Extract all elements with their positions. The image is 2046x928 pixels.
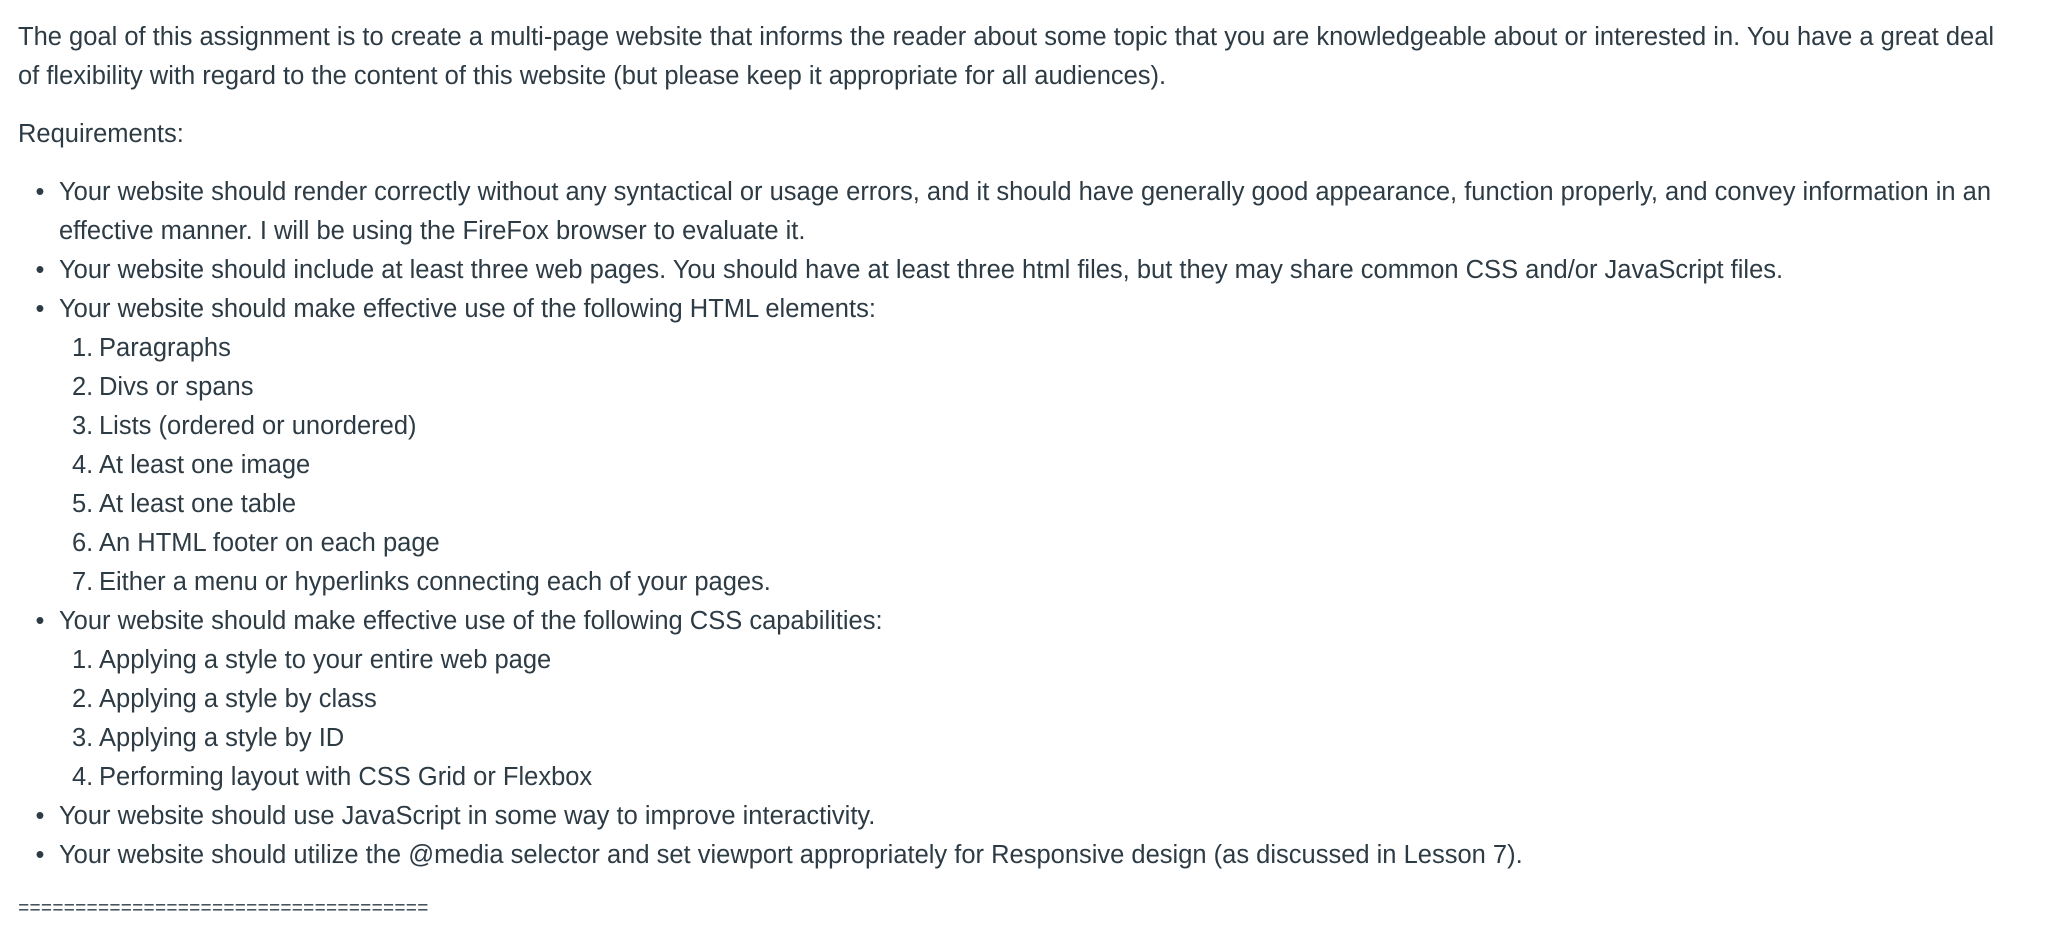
- sub-list-item: 2. Applying a style by class: [72, 685, 377, 713]
- list-item-responsive: [35, 836, 2008, 875]
- sub-list-item: 7. Either a menu or hyperlinks connecting each of your pages.: [72, 568, 771, 596]
- sub-list-item: 5. At least one table: [72, 490, 297, 518]
- list-item-text: Your website should utilize the @media selector and set viewport appropriately for Responsive design (as discussed in Lesson 7).: [59, 841, 1523, 869]
- html-elements-list: [59, 329, 2008, 602]
- list-item-pages: [35, 251, 2008, 290]
- sub-list-item: 2. Divs or spans: [72, 373, 254, 401]
- list-item-html-elements: [35, 290, 2008, 602]
- requirements-list: [18, 173, 2008, 875]
- bullet-icon: •: [35, 841, 45, 869]
- separator-line: ====================================: [18, 898, 429, 920]
- sub-list-item: 1. Applying a style to your entire web page: [72, 646, 552, 674]
- bullet-icon: •: [35, 178, 45, 206]
- bullet-icon: •: [35, 607, 45, 635]
- list-item-javascript: [35, 797, 2008, 836]
- sub-list-item: 6. An HTML footer on each page: [72, 529, 440, 557]
- requirements-heading: Requirements:: [18, 120, 184, 148]
- list-item-text: Your website should include at least three web pages. You should have at least three html files, but they may share common CSS and/or JavaScript files.: [59, 256, 1784, 284]
- bullet-icon: •: [35, 802, 45, 830]
- list-item-text: Your website should make effective use of the following CSS capabilities:: [59, 607, 883, 635]
- list-item-text: Your website should make effective use of the following HTML elements:: [59, 295, 876, 323]
- list-item-render: [35, 173, 2008, 251]
- sub-list-item: 3. Applying a style by ID: [72, 724, 345, 752]
- sub-list-item: 4. At least one image: [72, 451, 311, 479]
- bullet-icon: •: [35, 256, 45, 284]
- list-item-text: Your website should use JavaScript in some way to improve interactivity.: [59, 802, 876, 830]
- css-capabilities-list: [59, 641, 2008, 797]
- sub-list-item: 3. Lists (ordered or unordered): [72, 412, 417, 440]
- list-item-css-capabilities: [35, 602, 2008, 797]
- sub-list-item: 4. Performing layout with CSS Grid or Flexbox: [72, 763, 593, 791]
- intro-paragraph: The goal of this assignment is to create a multi-page website that informs the reader about some topic that you are knowledgeable about or interested in. You have a great deal of flexibility with regard to the content of this website (but please keep it appropriate for all audiences).: [18, 23, 1995, 90]
- assignment-description: [18, 18, 2008, 924]
- sub-list-item: 1. Paragraphs: [72, 334, 231, 362]
- bullet-icon: •: [35, 295, 45, 323]
- list-item-text: Your website should render correctly without any syntactical or usage errors, and it should have generally good appearance, function properly, and convey information in an effective manner. I will be using the FireFox browser to evaluate it.: [59, 178, 1992, 245]
